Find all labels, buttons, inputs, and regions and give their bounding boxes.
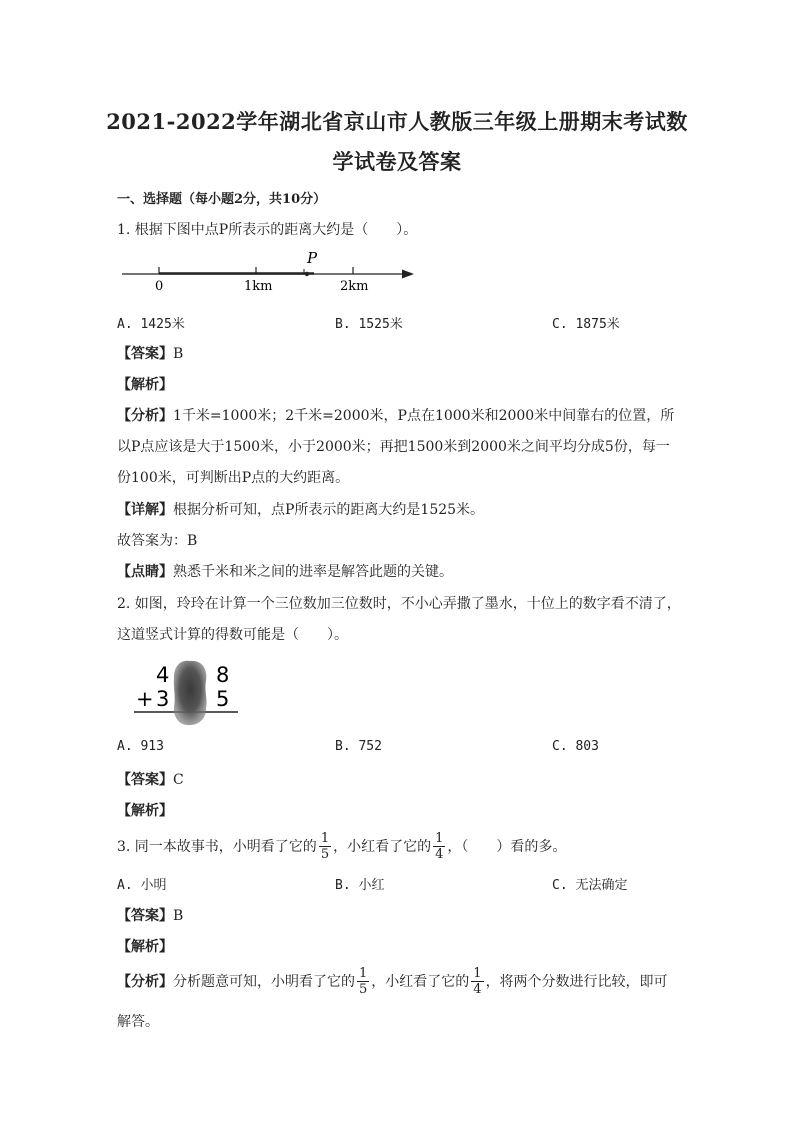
answer-label: 【答案】 xyxy=(117,772,173,788)
page-title-line1: 2021-2022学年湖北省京山市人教版三年级上册期末考试数 xyxy=(106,109,688,134)
answer-value: B xyxy=(173,346,184,362)
q1-jiexi: 【解析】 xyxy=(117,377,173,393)
fraction-numerator: 1 xyxy=(473,965,482,981)
q1-xiangjie xyxy=(117,499,484,519)
q3-option-b: B. 小红 xyxy=(335,878,385,893)
q1-fenxi-line3: 份100米，可判断出P点的大约距离。 xyxy=(117,470,350,486)
number-line-arrow-icon xyxy=(402,270,414,279)
q1-option-c: C. 1875米 xyxy=(552,317,620,332)
q3-option-c: C. 无法确定 xyxy=(552,878,628,893)
ink-blot-icon xyxy=(174,661,207,725)
answer-value: B xyxy=(173,908,184,924)
addend1-ones: 8 xyxy=(216,663,230,687)
fenxi-label: 【分析】 xyxy=(117,408,173,424)
tick-label-2km: 2km xyxy=(340,279,369,294)
xiangjie-label: 【详解】 xyxy=(117,502,173,518)
q3-fenxi-line2: 解答。 xyxy=(117,1014,159,1030)
xiangjie-text: 根据分析可知，点P所表示的距离大约是1525米。 xyxy=(173,502,485,518)
answer-value: C xyxy=(173,772,184,788)
q1-stem: 1. 根据下图中点P所表示的距离大约是（ ）。 xyxy=(117,222,418,238)
point-p-label: P xyxy=(307,250,318,267)
dianjing-text: 熟悉千米和米之间的进率是解答此题的关键。 xyxy=(173,564,453,580)
q3-fenxi-part-b: ，小红看了它的 xyxy=(371,974,470,990)
fraction-denominator: 5 xyxy=(320,846,330,862)
addend2-hundreds: 3 xyxy=(156,687,170,711)
q3-option-a: A. 小明 xyxy=(117,878,167,893)
q1-dianjing xyxy=(117,561,453,581)
q2-option-c: C. 803 xyxy=(552,739,599,754)
point-p-marker xyxy=(305,272,309,276)
plus-sign: + xyxy=(136,687,154,711)
addend2-ones: 5 xyxy=(216,687,230,711)
q3-stem-part-c: ，（ ）看的多。 xyxy=(447,839,567,855)
q2-option-b: B. 752 xyxy=(335,739,382,754)
q2-stem-line1: 2. 如图，玲玲在计算一个三位数加三位数时，不小心弄撒了墨水，十位上的数字看不清了， xyxy=(117,596,681,612)
q2-jiexi: 【解析】 xyxy=(117,803,173,819)
addend1-hundreds: 4 xyxy=(156,663,170,687)
q3-stem xyxy=(117,826,566,866)
fraction-denominator: 4 xyxy=(435,846,444,862)
fraction-denominator: 5 xyxy=(359,981,368,997)
q2-answer xyxy=(117,769,184,789)
page-title-line2: 学试卷及答案 xyxy=(332,149,462,174)
fraction-denominator: 4 xyxy=(473,981,482,997)
q1-fenxi-line2: 以P点应该是大于1500米，小于2000米；再把1500米到2000米之间平均分成5份，每一 xyxy=(117,439,670,455)
q3-fenxi-part-a: 分析题意可知，小明看了它的 xyxy=(173,974,355,990)
section-heading: 一、选择题（每小题2分，共10分） xyxy=(117,192,327,207)
tick-label-1km: 1km xyxy=(244,279,273,294)
q1-fenxi-line1 xyxy=(117,405,674,425)
q1-answer xyxy=(117,343,183,363)
q3-fenxi-line1 xyxy=(117,961,668,1001)
fenxi-text: 1千米=1000米；2千米=2000米，P点在1000米和2000米中间靠右的位置，所 xyxy=(173,408,675,424)
fenxi-label: 【分析】 xyxy=(117,974,173,990)
q1-number-line-figure xyxy=(118,250,418,294)
fraction-one-fifth xyxy=(357,966,369,997)
answer-label: 【答案】 xyxy=(117,346,173,362)
q1-option-b: B. 1525米 xyxy=(335,317,403,332)
fraction-numerator: 1 xyxy=(359,965,368,981)
q2-vertical-addition-figure xyxy=(128,655,248,731)
fraction-one-fifth xyxy=(319,831,331,862)
q1-final-answer: 故答案为：B xyxy=(117,533,198,549)
fraction-one-fourth xyxy=(471,966,483,997)
fraction-one-fourth xyxy=(433,831,445,862)
fraction-numerator: 1 xyxy=(320,830,330,846)
tick-label-0: 0 xyxy=(155,279,164,294)
q3-answer xyxy=(117,905,183,925)
answer-label: 【答案】 xyxy=(117,908,173,924)
q3-stem-part-b: ，小红看了它的 xyxy=(333,839,432,855)
q2-option-a: A. 913 xyxy=(117,739,164,754)
q3-fenxi-part-c: ，将两个分数进行比较，即可 xyxy=(485,974,668,990)
q1-option-a: A. 1425米 xyxy=(117,317,185,332)
fraction-numerator: 1 xyxy=(435,830,444,846)
dianjing-label: 【点睛】 xyxy=(117,564,173,580)
q3-jiexi: 【解析】 xyxy=(117,939,173,955)
q3-stem-part-a: 3. 同一本故事书，小明看了它的 xyxy=(117,839,317,855)
q2-stem-line2: 这道竖式计算的得数可能是（ ）。 xyxy=(117,627,348,643)
